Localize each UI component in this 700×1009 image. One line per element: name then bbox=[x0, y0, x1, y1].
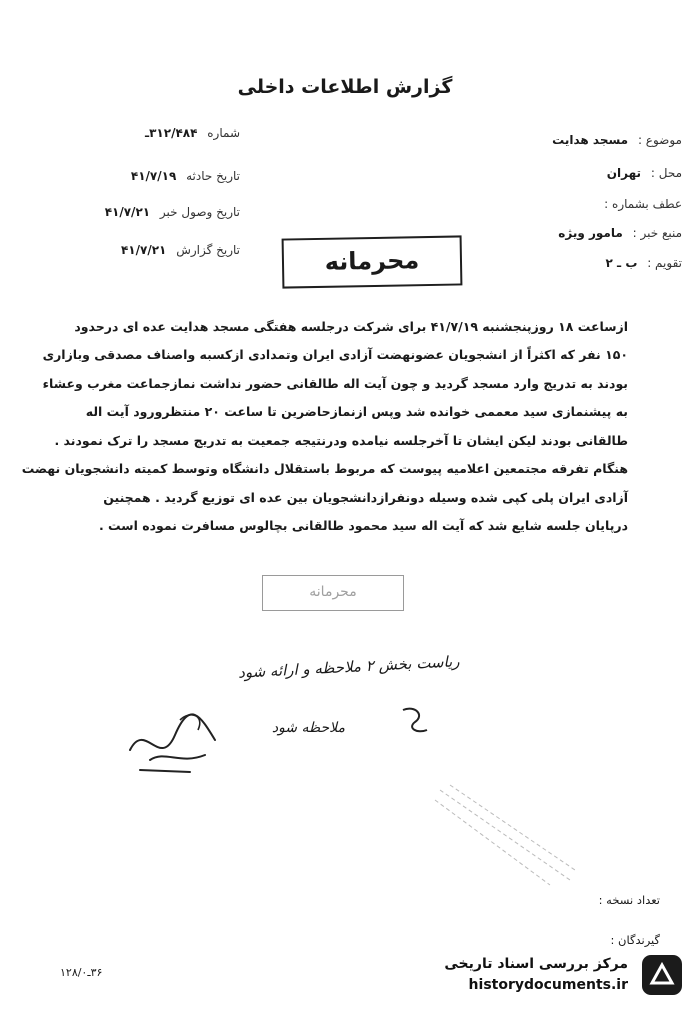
document-number: ۳۶ـ۱۲۸/۰ bbox=[60, 966, 103, 979]
field-subject-label: موضوع : bbox=[637, 133, 682, 147]
body-line: ۱۵۰ نفر که اکثراً از انشجویان عضونهضت آزادی ایران وتمدادی ازکسبه واصناف مصدقی وبازاری bbox=[42, 347, 628, 362]
body-line: هنگام تفرقه مجتمعین اعلامیه پیوست که مربوط باستقلال دانشگاه وتوسط کمیته دانشجویان نهضت bbox=[21, 461, 628, 476]
field-location-label: محل : bbox=[650, 166, 682, 180]
fold-mark-icon bbox=[430, 770, 580, 890]
field-source bbox=[558, 226, 682, 240]
field-source-value: مامور ویژه bbox=[558, 226, 623, 240]
field-report-date bbox=[121, 243, 240, 257]
watermark-site-link[interactable]: historydocuments.ir bbox=[468, 977, 628, 993]
handwritten-mid-note: ملاحظه شود bbox=[271, 720, 345, 736]
field-location bbox=[607, 166, 682, 180]
body-line: ازساعت ۱۸ روزپنجشنبه ۴۱/۷/۱۹ برای شرکت درجلسه هفتگی مسجد هدایت عده ای درحدود bbox=[74, 319, 628, 334]
field-source-label: منبع خبر : bbox=[632, 226, 682, 240]
field-rating-value: ب ـ ۲ bbox=[605, 256, 638, 270]
body-line: درپایان جلسه شایع شد که آیت اله سید محمود طالقانی بچالوس مسافرت نموده است . bbox=[98, 518, 628, 533]
field-received-date-value: ۴۱/۷/۲۱ bbox=[104, 205, 151, 219]
field-incident-date bbox=[131, 169, 240, 183]
faint-confidential-stamp: محرمانه bbox=[262, 575, 404, 611]
confidential-stamp: محرمانه bbox=[282, 235, 463, 288]
field-subject bbox=[552, 133, 682, 147]
field-rating bbox=[606, 256, 682, 270]
body-line: بودند به تدریج وارد مسجد گردید و چون آیت اله طالقانی حضور نداشت نمازجماعت مغرب وعشاء bbox=[42, 376, 628, 391]
signature-icon bbox=[120, 700, 230, 780]
field-location-value: تهران bbox=[606, 166, 642, 180]
report-title: گزارش اطلاعات داخلی bbox=[237, 76, 453, 98]
handwritten-mark-icon bbox=[395, 700, 435, 740]
field-rating-label: تقویم : bbox=[647, 256, 682, 270]
field-reference-label: عطف بشماره : bbox=[604, 197, 682, 211]
field-number-label: شماره bbox=[207, 126, 240, 140]
body-line: آزادی ایران پلی کپی شده وسیله دونفرازدانشجویان بین عده ای توزیع گردید . همچنین bbox=[103, 490, 628, 505]
field-report-date-value: ۴۱/۷/۲۱ bbox=[120, 243, 167, 257]
field-report-date-label: تاریخ گزارش bbox=[176, 243, 240, 257]
field-reference bbox=[598, 197, 682, 211]
field-number bbox=[145, 126, 240, 140]
field-incident-date-label: تاریخ حادثه bbox=[186, 169, 240, 183]
field-incident-date-value: ۴۱/۷/۱۹ bbox=[130, 169, 177, 183]
field-received-date bbox=[105, 205, 240, 219]
body-line: طالقانی بودند لیکن ایشان تا آخرجلسه نیامده ودرنتیجه جمعیت به تدریج مسجد را ترک نمودند . bbox=[54, 433, 628, 448]
archive-logo-icon bbox=[640, 953, 684, 997]
field-received-date-label: تاریخ وصول خبر bbox=[159, 205, 240, 219]
field-subject-value: مسجد هدایت bbox=[552, 133, 629, 147]
watermark-name: مرکز بررسی اسناد تاریخی bbox=[444, 956, 628, 972]
recipients-label: گیرندگان : bbox=[610, 933, 660, 947]
body-line: به پیشنمازی سید معممی خوانده شد وپس ازنمازحاضرین تا ساعت ۲۰ منتظرورود آیت اله bbox=[85, 404, 628, 419]
copies-label: تعداد نسخه : bbox=[598, 893, 660, 907]
field-number-value: ۳۱۲/۴۸۴ـ bbox=[145, 126, 198, 140]
handwritten-note: ریاست بخش ۲ ملاحظه و ارائه شود bbox=[238, 652, 461, 682]
